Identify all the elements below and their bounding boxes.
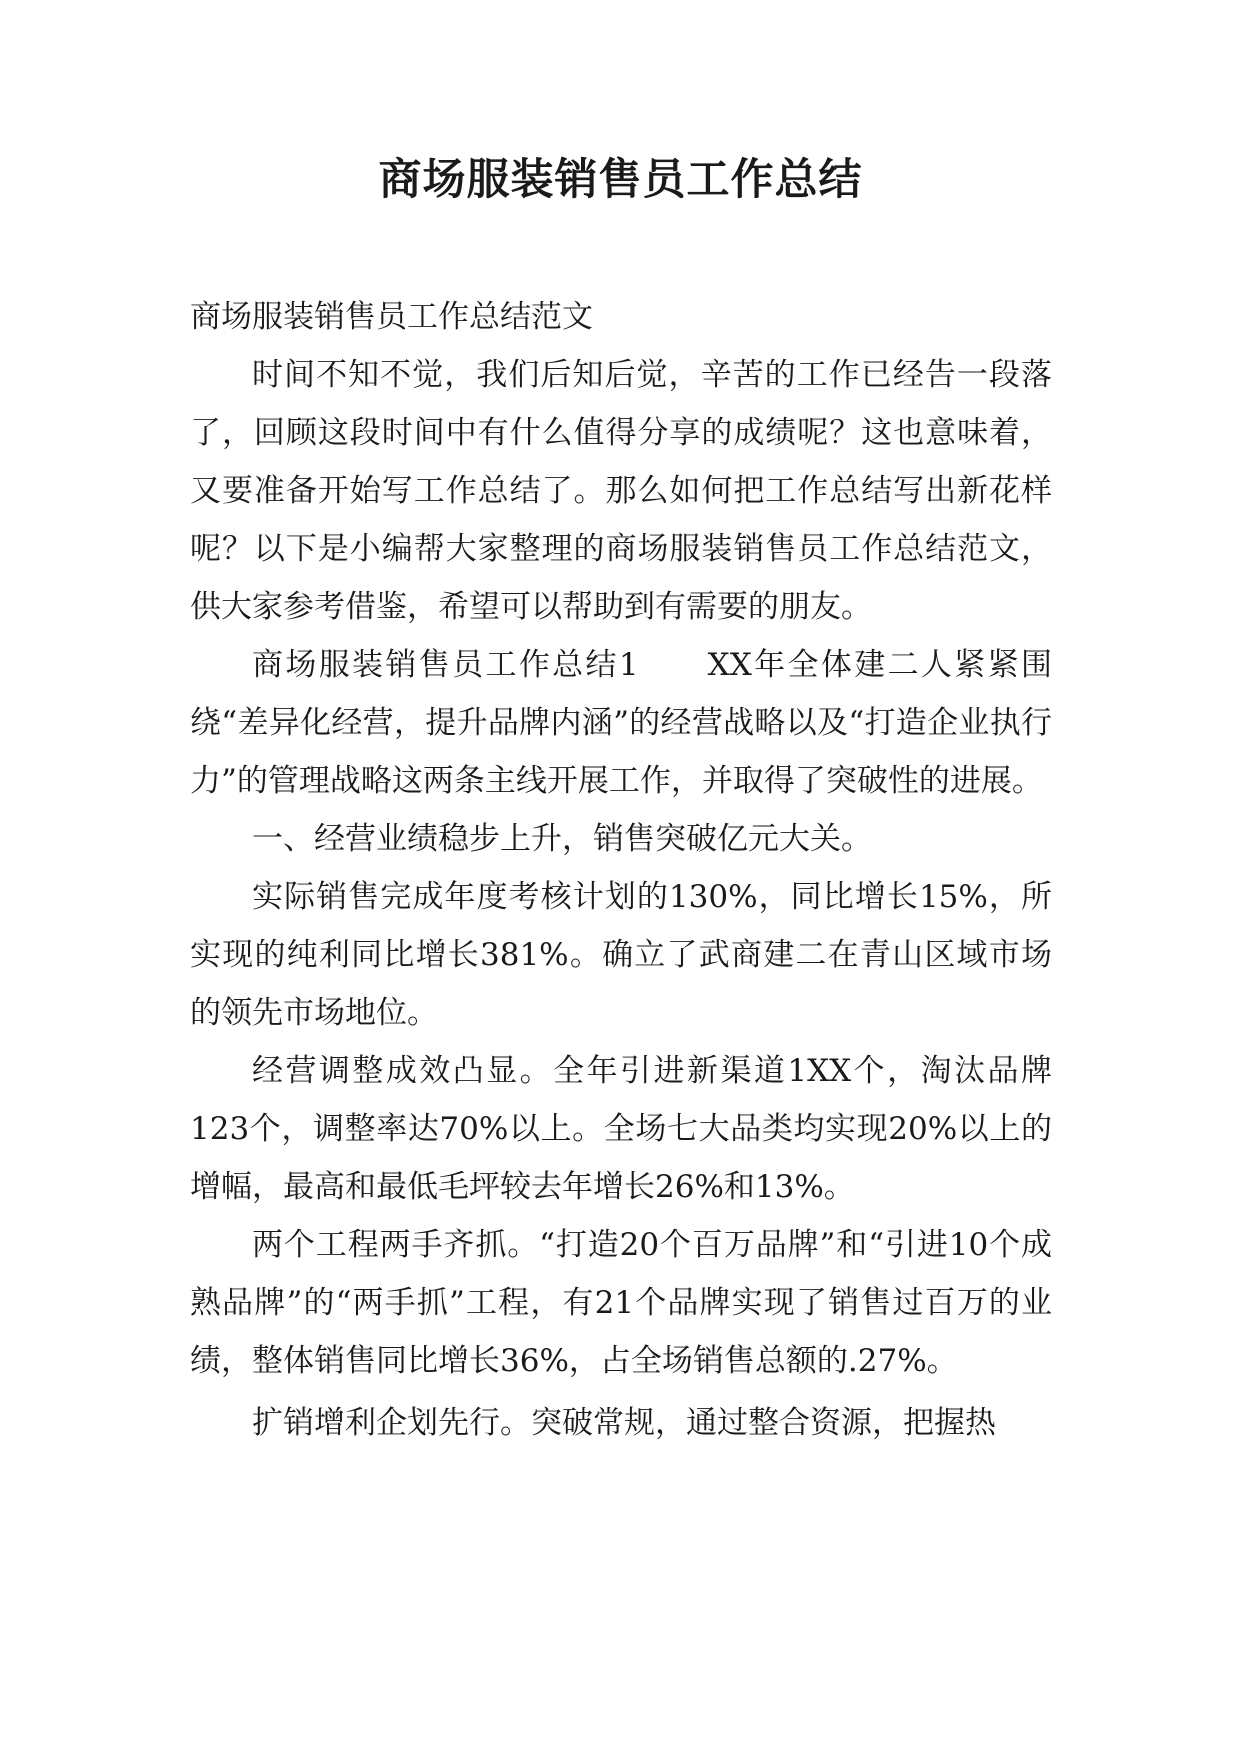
paragraph-adjustment: 经营调整成效凸显。全年引进新渠道1XX个，淘汰品牌123个，调整率达70%以上。全场七大品类均实现20%以上的增幅，最高和最低毛坪较去年增长26%和13%。 xyxy=(190,1053,1052,1205)
paragraph-summary-1: 商场服装销售员工作总结1 XX年全体建二人紧紧围绕“差异化经营，提升品牌内涵”的经营战略以及“打造企业执行力”的管理战略这两条主线开展工作，并取得了突破性的进展。 xyxy=(190,647,1052,799)
paragraph-intro: 时间不知不觉，我们后知后觉，辛苦的工作已经告一段落了，回顾这段时间中有什么值得分享的成绩呢？这也意味着，又要准备开始写工作总结了。那么如何把工作总结写出新花样呢？以下是小编帮大家整理的商场服装销售员工作总结范文，供大家参考借鉴，希望可以帮助到有需要的朋友。 xyxy=(190,357,1052,625)
paragraph-two-projects: 两个工程两手齐抓。“打造20个百万品牌”和“引进10个成熟品牌”的“两手抓”工程，有21个品牌实现了销售过百万的业绩，整体销售同比增长36%，占全场销售总额的.27%。 xyxy=(190,1227,1052,1379)
paragraph-planning: 扩销增利企划先行。突破常规，通过整合资源，把握热 xyxy=(252,1405,996,1441)
document-body xyxy=(190,288,1052,1452)
document-subtitle: 商场服装销售员工作总结范文 xyxy=(190,299,593,335)
section-heading-1: 一、经营业绩稳步上升，销售突破亿元大关。 xyxy=(252,821,872,857)
paragraph-sales: 实际销售完成年度考核计划的130%，同比增长15%，所实现的纯利同比增长381%。确立了武商建二在青山区域市场的领先市场地位。 xyxy=(190,879,1052,1031)
document-title: 商场服装销售员工作总结 xyxy=(378,155,863,205)
